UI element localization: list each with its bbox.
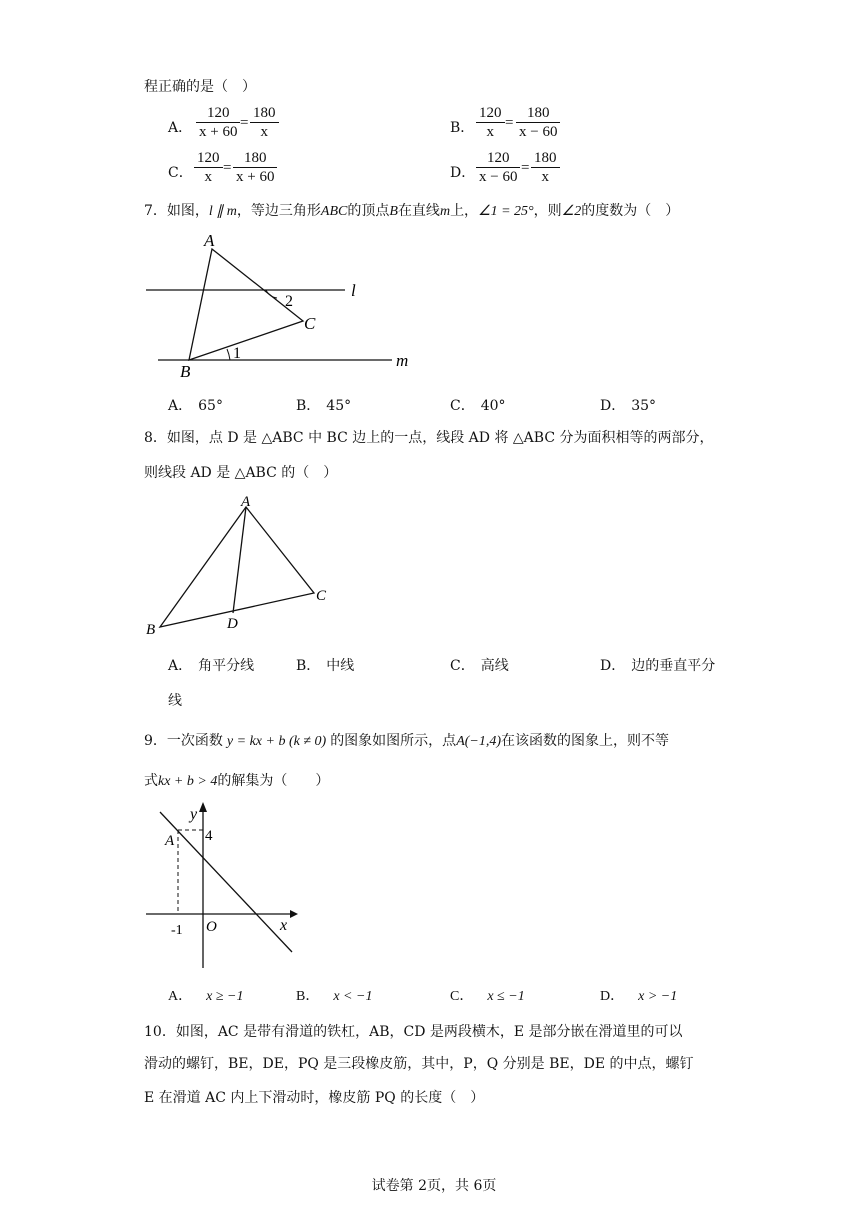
q6-fraction-left: $\frac{120}{x}$ bbox=[194, 149, 223, 186]
angle-1-label: 1 bbox=[233, 345, 241, 362]
angle-2-label: 2 bbox=[285, 293, 293, 310]
q8-option-a[interactable]: A． 角平分线 bbox=[168, 658, 255, 674]
q9-option-a[interactable]: A． x ≥ −1 bbox=[168, 989, 244, 1004]
x-axis-arrow bbox=[290, 910, 298, 918]
q6-option-label: A． bbox=[168, 120, 193, 136]
q9-stem-line2: 式kx + b > 4的解集为（ ） bbox=[144, 773, 330, 789]
point-b-label: B bbox=[180, 362, 191, 381]
q8-stem-line2: 则线段 AD 是 △ABC 的（ ） bbox=[144, 465, 338, 481]
point-d-label: D bbox=[227, 616, 238, 632]
q6-fraction-right: $\frac{180}{x}$ bbox=[531, 149, 560, 186]
tick-neg1-label: -1 bbox=[171, 923, 183, 938]
q7-stem: 7．如图，l ∥ m，等边三角形ABC的顶点B在直线m上，∠1 = 25°，则∠2的度数为（ ） bbox=[144, 203, 680, 219]
q10-stem-line2: 滑动的螺钉，BE，DE，PQ 是三段橡皮筋，其中，P，Q 分别是 BE，DE 的中点，螺钉 bbox=[144, 1056, 694, 1072]
q6-fraction-left: $\frac{120}{x + 60}$ bbox=[196, 104, 240, 141]
tick-4-label: 4 bbox=[205, 828, 213, 844]
x-axis-label: x bbox=[280, 917, 288, 934]
q10-stem-line3: E 在滑道 AC 内上下滑动时，橡皮筋 PQ 的长度（ ） bbox=[144, 1090, 485, 1106]
line-m-label: m bbox=[396, 351, 409, 370]
q9-option-b[interactable]: B． x < −1 bbox=[296, 989, 373, 1004]
q8-option-b[interactable]: B． 中线 bbox=[296, 658, 355, 674]
line-l-label: l bbox=[351, 281, 356, 300]
q8-stem-line1: 8．如图，点 D 是 △ABC 中 BC 边上的一点，线段 AD 将 △ABC 分为面积相等的两部分， bbox=[144, 430, 714, 446]
point-a-label: A bbox=[241, 494, 251, 510]
q7-option-d[interactable]: D． 35° bbox=[600, 398, 657, 414]
y-axis-arrow bbox=[199, 802, 207, 812]
q6-option-label: B． bbox=[450, 120, 475, 136]
q6-option-label: D． bbox=[450, 165, 476, 181]
q9-option-d[interactable]: D． x > −1 bbox=[600, 989, 678, 1004]
equals-sign: = bbox=[240, 115, 249, 131]
q6-fraction-left: $\frac{120}{x - 60}$ bbox=[476, 149, 520, 186]
q7-option-c[interactable]: C． 40° bbox=[450, 398, 506, 414]
point-a-label: A bbox=[204, 231, 215, 250]
q7-option-a[interactable]: A． 65° bbox=[168, 398, 223, 414]
q7-figure bbox=[140, 225, 420, 385]
equals-sign: = bbox=[521, 160, 530, 176]
q6-stem-tail: 程正确的是（ ） bbox=[144, 79, 256, 95]
q9-stem-line1: 9．一次函数 y = kx + b (k ≠ 0) 的图象如图所示，点A(−1,4)在该函数的图象上，则不等 bbox=[144, 733, 670, 749]
triangle-abc bbox=[160, 507, 314, 627]
q6-fraction-right: $\frac{180}{x + 60}$ bbox=[233, 149, 277, 186]
q8-option-c[interactable]: C． 高线 bbox=[450, 658, 509, 674]
point-b-label: B bbox=[146, 622, 156, 638]
q8-figure bbox=[140, 492, 340, 640]
angle-1-arc bbox=[227, 349, 230, 360]
q8-option-d-wrap: 线 bbox=[168, 693, 182, 709]
y-axis-label: y bbox=[190, 806, 198, 823]
equals-sign: = bbox=[223, 160, 232, 176]
q9-figure bbox=[140, 800, 300, 972]
q6-option-label: C． bbox=[168, 165, 193, 181]
q10-stem-line1: 10．如图，AC 是带有滑道的铁杠，AB，CD 是两段横木，E 是部分嵌在滑道里的可以 bbox=[144, 1024, 683, 1040]
q6-fraction-left: $\frac{120}{x}$ bbox=[476, 104, 505, 141]
q6-fraction-right: $\frac{180}{x - 60}$ bbox=[516, 104, 560, 141]
page-footer: 试卷第 2页，共 6页 bbox=[371, 1178, 497, 1194]
q6-fraction-right: $\frac{180}{x}$ bbox=[250, 104, 279, 141]
angle-2-arc bbox=[266, 290, 277, 298]
q9-option-c[interactable]: C． x ≤ −1 bbox=[450, 989, 525, 1004]
point-c-label: C bbox=[316, 588, 327, 604]
equals-sign: = bbox=[505, 115, 514, 131]
q8-option-d[interactable]: D． 边的垂直平分 bbox=[600, 658, 716, 674]
origin-label: O bbox=[206, 919, 217, 935]
point-c-label: C bbox=[304, 314, 316, 333]
q7-option-b[interactable]: B． 45° bbox=[296, 398, 352, 414]
point-a-label: A bbox=[165, 833, 175, 849]
